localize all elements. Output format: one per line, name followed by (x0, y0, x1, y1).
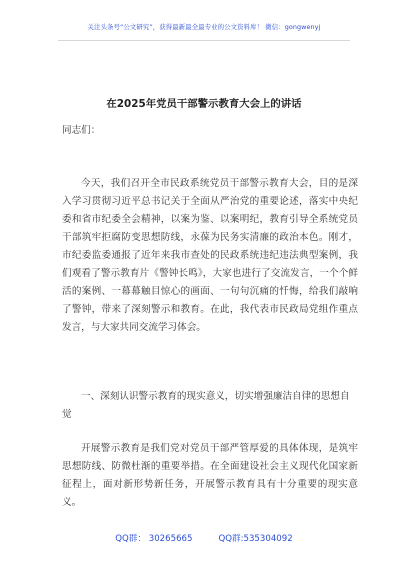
section-heading-text: 一、深刻认识警示教育的现实意义，切实增强廉洁自律的思想自觉 (62, 391, 350, 420)
qq-group-2[interactable]: QQ群:535304092 (218, 534, 293, 544)
header-divider (58, 40, 350, 41)
qq-footer (0, 532, 408, 544)
paragraph-text: 开展警示教育是我们党对党员干部严管厚爱的具体体现，是筑牢思想防线、防微杜渐的重要举措。在全面建设社会主义现代化国家新征程上，面对新形势新任务，开展警示教育具有十分重要的现实意义。 (62, 443, 358, 508)
paragraph-text: 今天，我们召开全市民政系统党员干部警示教育大会，目的是深入学习贯彻习近平总书记关于全面从严治党的重要论述，落实中央纪委和省市纪委全会精神，以案为鉴、以案明纪，教育引导全系统党员干部筑牢拒腐防变思想防线，永葆为民务实清廉的政治本色。刚才，市纪委监委通报了近年来我市查处的民政系统违纪违法典型案例，我们观看了警示教育片《警钟长鸣》，大家也进行了交流发言，一个个鲜活的案例、一幕幕触目惊心的画面、一句句沉痛的忏悔，给我们敲响了警钟，带来了深刻警示和教育。在此，我代表市民政局党组作重点发言，与大家共同交流学习体会。 (62, 178, 358, 333)
paragraph-intro (62, 175, 358, 337)
paragraph-section1 (62, 440, 358, 512)
section-heading-1 (62, 388, 358, 424)
document-title: 在2025年党员干部警示教育大会上的讲话 (106, 98, 302, 110)
qq-group-1[interactable]: QQ群： 30265665 (115, 534, 193, 544)
promo-header: 关注头条号“公文研究”，获得最新最全最专业的公文资料库！ 微信：gongwenyj (87, 23, 321, 31)
greeting: 同志们： (62, 125, 101, 136)
